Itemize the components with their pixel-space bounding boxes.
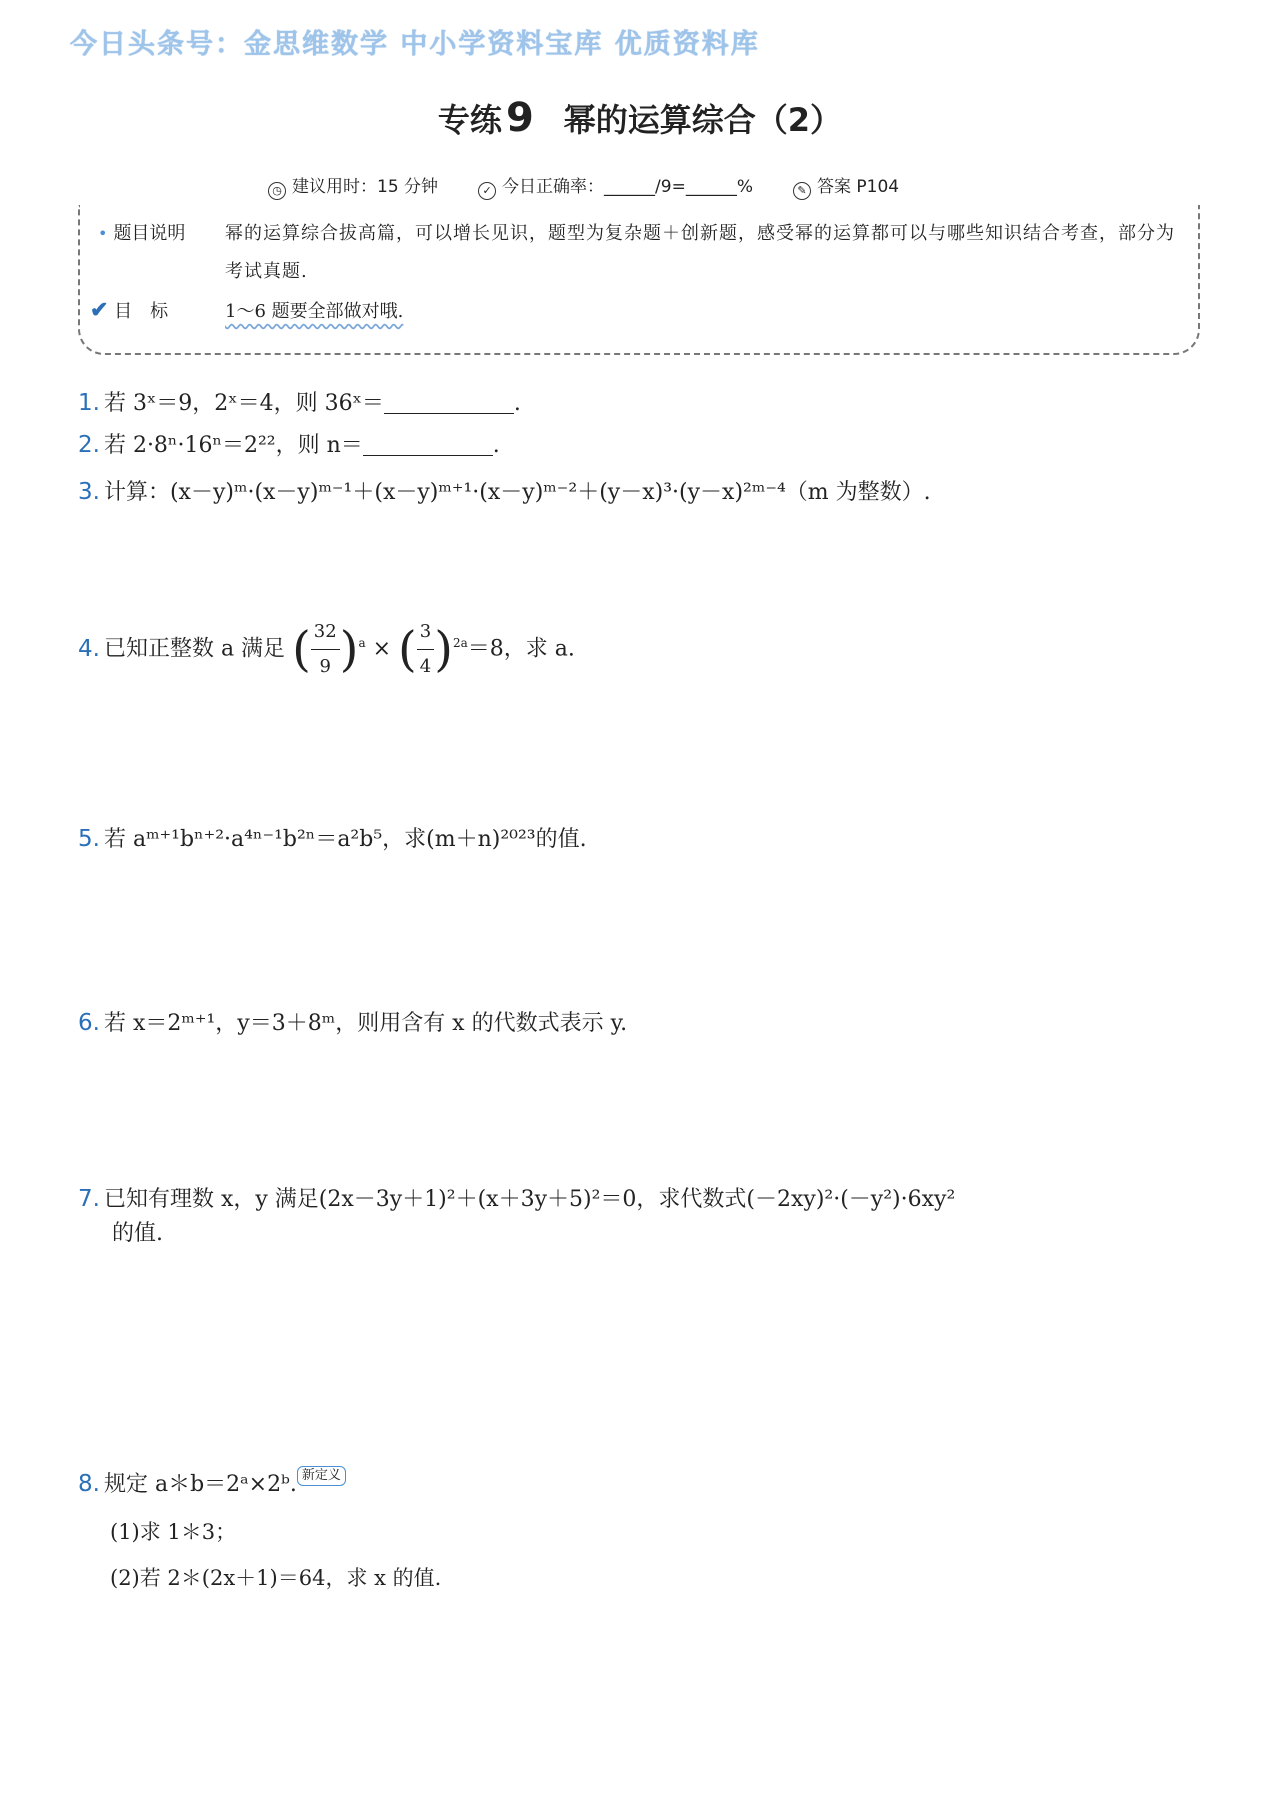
title-number: 9 [505, 95, 534, 141]
question-number: 1. [78, 390, 100, 416]
question-end: . [513, 391, 521, 416]
question-text-continued: 的值. [112, 1221, 163, 1246]
question-number: 8. [78, 1471, 100, 1497]
question-number: 3. [78, 479, 100, 505]
question-text: 若 x＝2ᵐ⁺¹，y＝3＋8ᵐ，则用含有 x 的代数式表示 y. [103, 1011, 628, 1036]
paren-close: ) [434, 621, 453, 678]
title-prefix: 专练 [437, 101, 502, 139]
intro-box [78, 205, 1200, 355]
exponent: 2a [452, 636, 468, 651]
question-text: 计算：(x－y)ᵐ·(x－y)ᵐ⁻¹＋(x－y)ᵐ⁺¹·(x－y)ᵐ⁻²＋(y－x)³·(y－x)²ᵐ⁻⁴（m 为整数）. [103, 480, 931, 505]
clock-icon: ◷ [268, 182, 286, 200]
question-number: 2. [78, 432, 100, 458]
question-2 [78, 428, 500, 463]
desc-label-row [98, 215, 231, 252]
page-title [0, 95, 1280, 141]
fraction-denominator: 4 [419, 656, 432, 677]
paren-open: ( [292, 621, 311, 678]
fraction-2 [417, 615, 434, 684]
times-sign: × [372, 636, 392, 662]
question-text: 若 aᵐ⁺¹bⁿ⁺²·a⁴ⁿ⁻¹b²ⁿ＝a²b⁵，求(m＋n)²⁰²³的值. [103, 827, 587, 852]
question-8-part-2: (2)若 2＊(2x＋1)＝64，求 x 的值. [110, 1566, 442, 1590]
desc-label: 题目说明 [113, 223, 186, 244]
question-text: 若 3ˣ＝9，2ˣ＝4，则 36ˣ＝ [103, 391, 384, 416]
question-8-part-1: (1)求 1＊3； [110, 1520, 237, 1544]
question-3 [78, 475, 931, 510]
fraction-numerator: 3 [417, 615, 434, 650]
goal-label: 目 标 [114, 301, 169, 322]
new-definition-badge: 新定义 [297, 1466, 346, 1486]
question-4 [78, 615, 575, 684]
question-text: 规定 a＊b＝2ᵃ×2ᵇ. [103, 1472, 297, 1497]
fraction-1 [311, 615, 340, 684]
question-number: 4. [78, 635, 100, 662]
question-text-end: ＝8，求 a. [467, 636, 575, 662]
question-6 [78, 1006, 627, 1041]
question-number: 6. [78, 1010, 100, 1036]
question-7 [78, 1182, 1208, 1251]
accuracy-text: 今日正确率：______/9=______% [502, 177, 753, 197]
question-number: 7. [78, 1186, 100, 1212]
bullet-icon: • [98, 224, 108, 243]
desc-text: 幂的运算综合拔高篇，可以增长见识，题型为复杂题＋创新题，感受幂的运算都可以与哪些知识结合考查，部分为考试真题. [225, 223, 1175, 282]
question-text: 若 2·8ⁿ·16ⁿ＝2²²，则 n＝ [103, 433, 363, 458]
question-1 [78, 386, 521, 421]
answer-text: 答案 P104 [817, 177, 900, 197]
checkmark-icon: ✔ [90, 297, 109, 323]
question-8 [78, 1466, 346, 1502]
meta-bar [268, 172, 1028, 200]
check-circle-icon: ✓ [478, 182, 496, 200]
title-text: 幂的运算综合（2） [563, 101, 843, 139]
answer-icon: ✎ [793, 182, 811, 200]
answer-info [793, 172, 899, 200]
answer-blank[interactable] [384, 391, 514, 414]
question-text: 已知正整数 a 满足 [103, 636, 286, 662]
answer-blank[interactable] [363, 433, 493, 456]
goal-label-row [90, 297, 232, 323]
question-text: 已知有理数 x，y 满足(2x－3y＋1)²＋(x＋3y＋5)²＝0，求代数式(－2xy)²·(－y²)·6xy² [103, 1187, 956, 1212]
fraction-numerator: 32 [311, 615, 340, 650]
question-number: 5. [78, 826, 100, 852]
question-5 [78, 822, 587, 857]
time-info [268, 172, 438, 200]
fraction-denominator: 9 [319, 656, 331, 677]
paren-close: ) [339, 621, 359, 678]
exponent: a [358, 636, 366, 651]
watermark: 今日头条号：金思维数学 中小学资料宝库 优质资料库 [70, 29, 760, 60]
accuracy-info [478, 172, 753, 200]
goal-text: 1～6 题要全部做对哦. [225, 301, 404, 322]
time-text: 建议用时：15 分钟 [292, 177, 439, 197]
paren-open: ( [398, 621, 417, 678]
question-end: . [492, 433, 500, 458]
